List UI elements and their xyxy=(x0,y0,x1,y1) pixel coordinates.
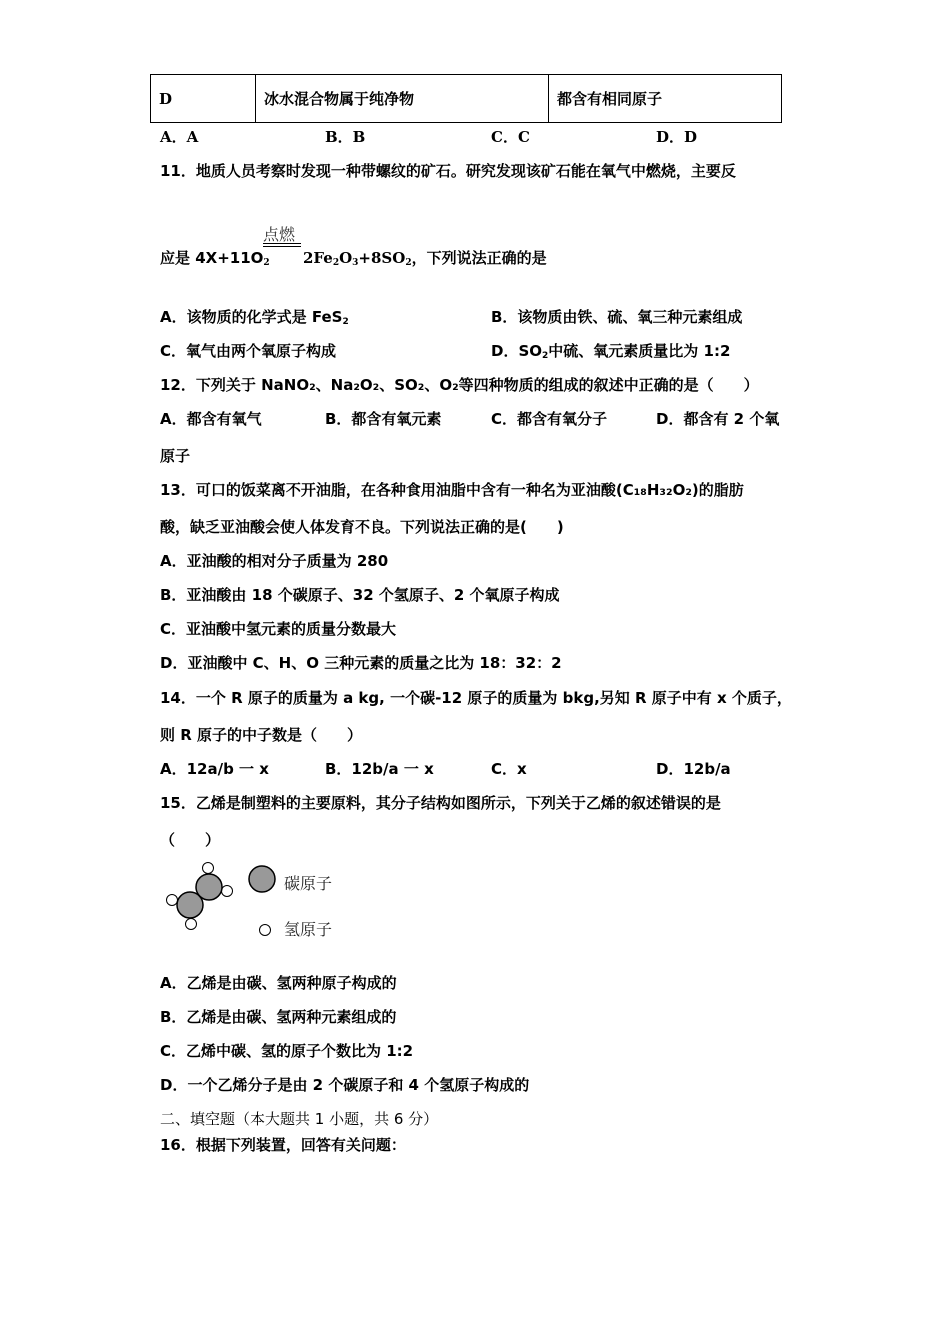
q13-stem-line2: 酸，缺乏亚油酸会使人体发育不良。下列说法正确的是( ) xyxy=(160,518,564,536)
options-table xyxy=(150,74,782,123)
q11-equals-bar-top xyxy=(263,243,301,244)
q12-option-d-cont: 原子 xyxy=(160,447,191,465)
q10-option-b: B．B xyxy=(325,128,366,146)
q11-stem-line1: 11．地质人员考察时发现一种带螺纹的矿石。研究发现该矿石能在氧气中燃烧，主要反 xyxy=(160,162,736,180)
q11-option-a: A．该物质的化学式是 FeS$_2$ xyxy=(160,308,349,327)
legend-carbon-label: 碳原子 xyxy=(284,874,333,893)
q13-stem-line1: 13．可口的饭菜离不开油脂，在各种食用油脂中含有一种名为亚油酸(C₁₈H₃₂O₂)的脂肪 xyxy=(160,481,744,499)
q12-option-d: D．都含有 2 个氧 xyxy=(656,410,780,428)
q14-stem-line1: 14．一个 R 原子的质量为 a kg, 一个碳-12 原子的质量为 bkg,另知 R 原子中有 x 个质子， xyxy=(160,689,792,707)
q11-equation-right: $2Fe_2O_3+8SO_2$，下列说法正确的是 xyxy=(303,249,547,268)
q13-option-c: C．亚油酸中氢元素的质量分数最大 xyxy=(160,620,397,638)
hydrogen-atom xyxy=(203,863,214,874)
q15-option-b: B．乙烯是由碳、氢两种元素组成的 xyxy=(160,1008,397,1026)
hydrogen-atom xyxy=(186,919,197,930)
q13-option-a: A．亚油酸的相对分子质量为 280 xyxy=(160,552,389,570)
q15-option-d: D．一个乙烯分子是由 2 个碳原子和 4 个氢原子构成的 xyxy=(160,1076,530,1094)
q11-equation-left: 应是 $4X+11O_2$ xyxy=(160,249,270,268)
q15-stem-line1: 15．乙烯是制塑料的主要原料，其分子结构如图所示，下列关于乙烯的叙述错误的是 xyxy=(160,794,721,812)
q14-option-a: A．12a/b 一 x xyxy=(160,760,269,778)
q13-option-d: D．亚油酸中 C、H、O 三种元素的质量之比为 18：32：2 xyxy=(160,654,562,672)
q14-stem-line2: 则 R 原子的中子数是（ ） xyxy=(160,726,362,744)
hydrogen-atom xyxy=(222,886,233,897)
q12-stem: 12．下列关于 NaNO₂、Na₂O₂、SO₂、O₂等四种物质的组成的叙述中正确的是（ ） xyxy=(160,376,759,394)
q14-option-d: D．12b/a xyxy=(656,760,731,778)
q13-option-b: B．亚油酸由 18 个碳原子、32 个氢原子、2 个氧原子构成 xyxy=(160,586,560,604)
q11-option-d: D．$SO_2$中硫、氧元素质量比为 1:2 xyxy=(491,342,731,361)
table-cell-statement: 冰水混合物属于纯净物 xyxy=(256,75,549,123)
q14-option-c: C．x xyxy=(491,760,527,778)
q16-stem: 16．根据下列装置，回答有关问题： xyxy=(160,1136,406,1154)
q15-option-c: C．乙烯中碳、氢的原子个数比为 1:2 xyxy=(160,1042,414,1060)
q14-option-b: B．12b/a 一 x xyxy=(325,760,434,778)
q11-option-b: B．该物质由铁、硫、氧三种元素组成 xyxy=(491,308,743,326)
q12-option-a: A．都含有氧气 xyxy=(160,410,262,428)
q10-option-d: D．D xyxy=(656,128,698,146)
legend-hydrogen-atom xyxy=(260,925,271,936)
q15-option-a: A．乙烯是由碳、氢两种原子构成的 xyxy=(160,974,397,992)
q11-reaction-condition: 点燃 xyxy=(263,225,296,244)
q10-option-a: A．A xyxy=(160,128,199,146)
q11-option-c: C．氧气由两个氧原子构成 xyxy=(160,342,337,360)
q12-option-b: B．都含有氧元素 xyxy=(325,410,442,428)
q10-option-c: C．C xyxy=(491,128,530,146)
section-heading: 二、填空题（本大题共 1 小题，共 6 分） xyxy=(160,1110,439,1128)
table-cell-label: D xyxy=(151,75,256,123)
q15-stem-line2: （ ） xyxy=(160,831,221,849)
q11-equals-bar-bottom xyxy=(263,246,301,247)
table-cell-reason: 都含有相同原子 xyxy=(549,75,782,123)
hydrogen-atom xyxy=(167,895,178,906)
q12-option-c: C．都含有氧分子 xyxy=(491,410,608,428)
legend-hydrogen-label: 氢原子 xyxy=(284,920,333,939)
carbon-atom xyxy=(196,874,222,900)
legend-carbon-atom xyxy=(249,866,275,892)
table-row xyxy=(151,75,782,123)
